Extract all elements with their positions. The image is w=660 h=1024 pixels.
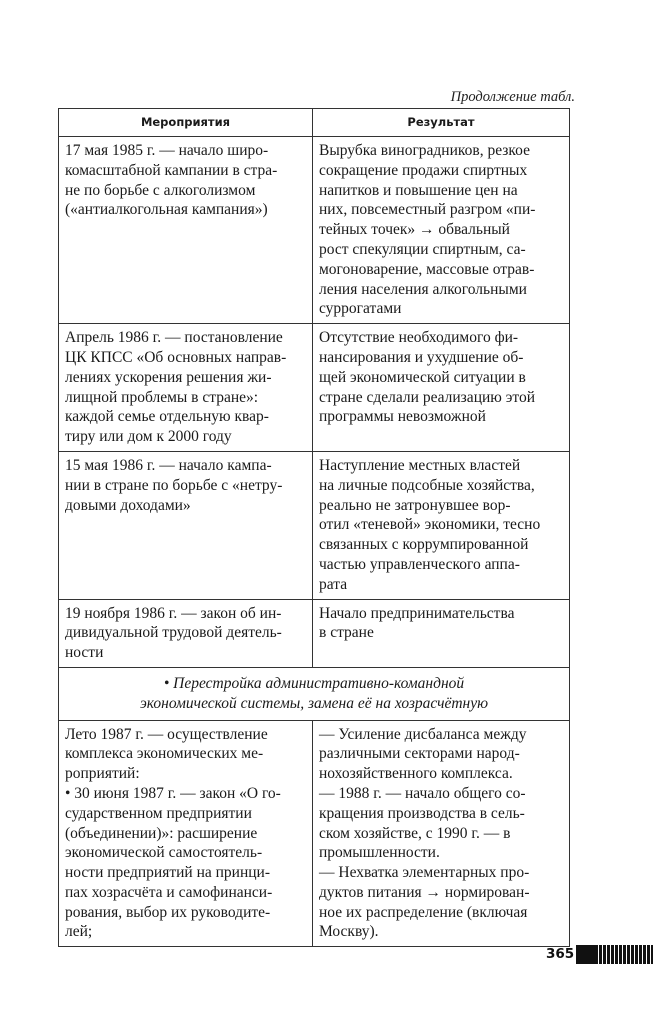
events-table	[58, 108, 570, 947]
table-row	[59, 137, 570, 324]
cell-line: ЦК КПСС «Об основных направ-	[65, 348, 287, 366]
cell-line: — 1988 г. — начало общего со-	[319, 784, 526, 802]
cell-line: промышленности.	[319, 844, 440, 862]
table-row	[59, 599, 570, 667]
cell-line: ления населения алкогольными	[319, 280, 527, 298]
cell-line: могоноварение, массовые отрав-	[319, 260, 535, 278]
cell-line: не по борьбе с алкоголизмом	[65, 181, 256, 199]
result-cell	[313, 137, 570, 324]
cell-line: сударственном предприятии	[65, 804, 252, 822]
cell-line: суррогатами	[319, 300, 402, 318]
cell-line: стране сделали реализацию этой	[319, 388, 536, 406]
cell-line: щей экономической ситуации в	[319, 368, 526, 386]
cell-line: рования, выбор их руководите-	[65, 903, 271, 921]
cell-line: Москву).	[319, 923, 379, 941]
table-caption: Продолжение табл.	[450, 89, 575, 105]
cell-line: ском хозяйстве, с 1990 г. — в	[319, 824, 511, 842]
section-row	[59, 667, 570, 720]
cell-line: рата	[319, 575, 348, 593]
cell-line: 17 мая 1985 г. — начало широ-	[65, 142, 269, 159]
cell-line: дуктов питания → нормирован-	[319, 883, 530, 901]
cell-line: Лето 1987 г. — осуществление	[65, 725, 268, 743]
cell-line: — Усиление дисбаланса между	[319, 725, 527, 743]
result-cell	[313, 324, 570, 452]
cell-line: роприятий:	[65, 765, 140, 783]
cell-line: рост спекуляции спиртным, са-	[319, 240, 526, 258]
cell-line: • 30 июня 1987 г. — закон «О го-	[65, 784, 281, 802]
page-number: 365	[546, 946, 575, 962]
section-header	[59, 667, 570, 720]
cell-line: довыми доходами»	[65, 496, 191, 514]
cell-line: 19 ноября 1986 г. — закон об ин-	[65, 604, 282, 622]
page-edge-marker	[576, 945, 657, 964]
cell-line: тейных точек» → обвальный	[319, 221, 510, 239]
measure-cell	[59, 324, 313, 452]
cell-line: дивидуальной трудовой деятель-	[65, 624, 282, 642]
table-row	[59, 324, 570, 452]
cell-line: пах хозрасчёта и самофинанси-	[65, 883, 273, 901]
cell-line: различными секторами народ-	[319, 745, 520, 763]
marker-stripe	[651, 945, 653, 964]
cell-line: на личные подсобные хозяйства,	[319, 476, 535, 494]
cell-line: реально не затронувшее вор-	[319, 496, 511, 514]
table-row	[59, 451, 570, 599]
measure-cell	[59, 599, 313, 667]
measure-cell	[59, 137, 313, 324]
cell-line: в стране	[319, 624, 374, 642]
table-body	[59, 137, 570, 947]
cell-line: 15 мая 1986 г. — начало кампа-	[65, 456, 272, 474]
cell-line: Отсутствие необходимого фи-	[319, 329, 519, 347]
cell-line: Апрель 1986 г. — постановление	[65, 329, 283, 347]
cell-line: нохозяйственного комплекса.	[319, 765, 513, 783]
cell-line: частью управленческого аппа-	[319, 555, 520, 573]
cell-line: нии в стране по борьбе с «нетру-	[65, 476, 283, 494]
cell-line: («антиалкогольная кампания»)	[65, 201, 268, 219]
cell-line: экономической самостоятель-	[65, 844, 263, 862]
cell-line: лей;	[65, 923, 93, 941]
measure-cell	[59, 451, 313, 599]
result-cell	[313, 599, 570, 667]
section-line: экономической системы, замена её на хозрасчётную	[139, 694, 489, 712]
marker-stripe	[576, 945, 598, 964]
measure-cell	[59, 720, 313, 947]
result-cell	[313, 451, 570, 599]
table-row	[59, 720, 570, 947]
cell-line: Начало предпринимательства	[319, 604, 515, 622]
cell-line: лениях ускорения решения жи-	[65, 368, 272, 386]
header-result: Результат	[313, 109, 570, 137]
cell-line: ное их распределение (включая	[319, 903, 528, 921]
cell-line: (объединении)»: расширение	[65, 824, 258, 842]
cell-line: сокращение продажи спиртных	[319, 161, 528, 179]
cell-line: — Нехватка элементарных про-	[319, 864, 530, 882]
cell-line: каждой семье отдельную квар-	[65, 408, 269, 426]
cell-line: Наступление местных властей	[319, 456, 521, 474]
cell-line: комплекса экономических ме-	[65, 745, 264, 763]
header-measures: Мероприятия	[59, 109, 313, 137]
cell-line: тиру или дом к 2000 году	[65, 428, 232, 446]
cell-line: кращения производства в сель-	[319, 804, 525, 822]
cell-line: лищной проблемы в стране»:	[65, 388, 259, 406]
cell-line: Вырубка виноградников, резкое	[319, 142, 530, 159]
cell-line: них, повсеместный разгром «пи-	[319, 201, 536, 219]
cell-line: напитков и повышение цен на	[319, 181, 518, 199]
cell-line: ности	[65, 644, 104, 662]
cell-line: программы невозможной	[319, 408, 486, 426]
section-line: • Перестройка административно-командной	[163, 674, 465, 692]
table-header-row	[59, 109, 570, 137]
cell-line: связанных с коррумпированной	[319, 536, 529, 554]
cell-line: ности предприятий на принци-	[65, 864, 271, 882]
cell-line: комасштабной кампании в стра-	[65, 161, 278, 179]
result-cell	[313, 720, 570, 947]
cell-line: нансирования и ухудшение об-	[319, 348, 524, 366]
cell-line: отил «теневой» экономики, тесно	[319, 516, 541, 534]
